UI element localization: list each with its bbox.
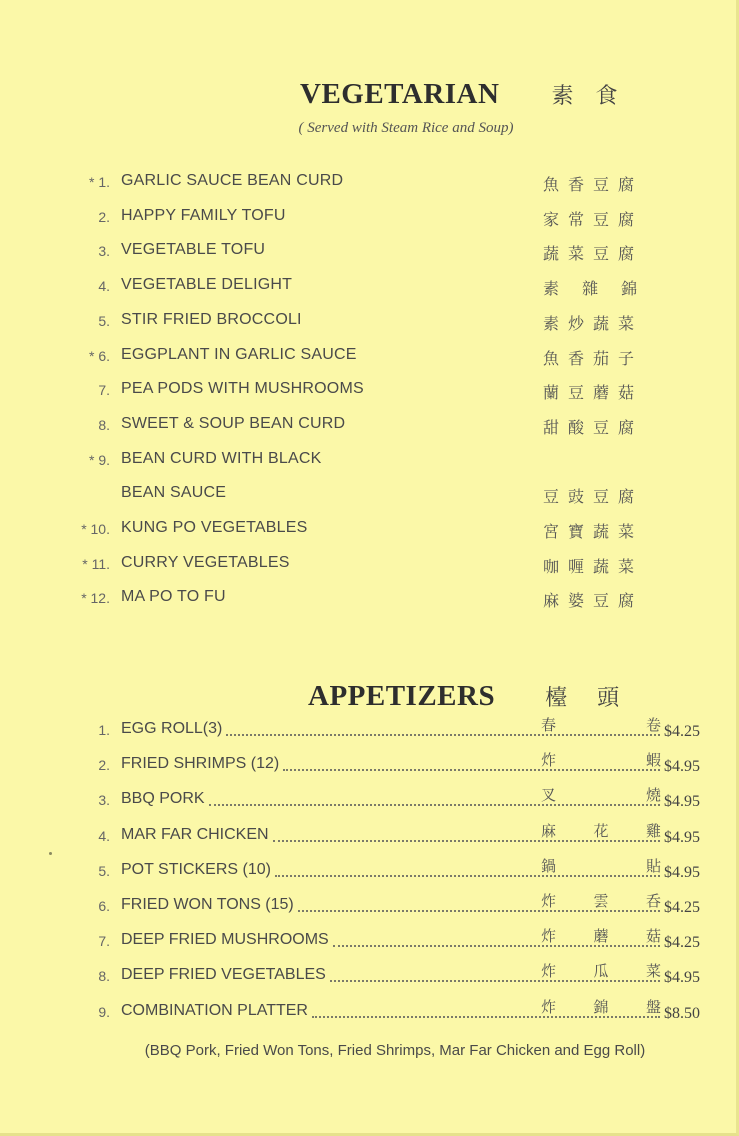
item-number: 4. (98, 827, 110, 844)
item-name: FRIED WON TONS (15) (121, 896, 294, 913)
item-name-chinese: 宮寶蔬菜 (543, 522, 644, 541)
item-name-chinese (541, 855, 661, 876)
vegetarian-title-chinese: 素食 (551, 84, 640, 109)
item-price: $4.25 (664, 723, 700, 740)
chinese-character: 春 (541, 716, 557, 734)
chinese-character: 蝦 (645, 751, 661, 770)
appetizer-item (0, 716, 739, 750)
appetizer-item (0, 892, 739, 926)
item-name-chinese (541, 784, 661, 805)
item-number: 1. (98, 722, 110, 738)
item-name: GARLIC SAUCE BEAN CURD (121, 172, 344, 189)
item-number: 5. (98, 312, 110, 329)
item-price: $8.50 (664, 1004, 700, 1022)
item-number: 8. (98, 968, 110, 985)
item-name-chinese (541, 890, 661, 911)
item-number: 8. (98, 416, 110, 433)
chinese-character: 炸 (541, 927, 557, 946)
vegetarian-item (0, 450, 739, 480)
item-name: KUNG PO VEGETABLES (121, 519, 308, 536)
item-name-chinese: 素炒蔬菜 (543, 313, 644, 333)
vegetarian-item (0, 311, 739, 341)
vegetarian-item (0, 588, 739, 618)
vegetarian-item (0, 276, 739, 306)
item-price: $4.95 (664, 969, 700, 987)
item-price: $4.25 (664, 934, 700, 952)
item-number: * 12. (81, 590, 110, 607)
vegetarian-title: VEGETARIAN (300, 78, 500, 110)
item-name-chinese (541, 960, 661, 981)
item-name-chinese: 咖喱蔬菜 (543, 556, 644, 576)
item-name: STIR FRIED BROCCOLI (121, 310, 302, 328)
item-number: 7. (98, 382, 110, 399)
item-name: DEEP FRIED MUSHROOMS (121, 931, 329, 949)
item-name: DEEP FRIED VEGETABLES (121, 966, 326, 984)
vegetarian-item (0, 415, 739, 445)
item-number: * 6. (88, 347, 110, 364)
appetizer-item (0, 786, 739, 820)
vegetarian-item (0, 484, 739, 514)
chinese-character: 花 (593, 821, 609, 840)
item-number: 7. (98, 933, 110, 950)
chinese-character: 炸 (541, 997, 557, 1016)
item-name-chinese: 魚香茄子 (543, 348, 644, 368)
appetizer-item (0, 927, 739, 961)
paper-speck (49, 852, 52, 855)
item-name: VEGETABLE TOFU (121, 241, 266, 259)
chinese-character: 燒 (645, 786, 661, 805)
chinese-character: 炸 (541, 751, 557, 770)
item-number: 2. (98, 208, 110, 225)
item-number: * 10. (81, 521, 110, 537)
item-name: SWEET & SOUP BEAN CURD (121, 414, 346, 432)
item-name-chinese (541, 820, 661, 841)
item-name-chinese: 素 雜 錦 (543, 279, 647, 299)
item-price: $4.25 (664, 899, 700, 916)
appetizers-title-chinese: 檯頭 (545, 686, 650, 711)
item-name: HAPPY FAMILY TOFU (121, 206, 286, 224)
combination-platter-note: (BBQ Pork, Fried Won Tons, Fried Shrimps, Mar Far Chicken and Egg Roll) (144, 1042, 646, 1059)
vegetarian-item (0, 207, 739, 237)
item-number: 3. (98, 792, 110, 809)
chinese-character: 貼 (645, 856, 661, 875)
appetizer-item (0, 856, 739, 891)
appetizer-item (0, 997, 739, 1032)
item-name-chinese (541, 714, 661, 735)
item-name: EGGPLANT IN GARLIC SAUCE (121, 345, 357, 363)
chinese-character: 呑 (645, 892, 661, 910)
item-price: $4.95 (664, 828, 700, 846)
item-name: BEAN CURD WITH BLACK (121, 449, 322, 467)
chinese-character: 蘑 (593, 927, 609, 946)
appetizer-item (0, 962, 739, 996)
chinese-character: 雲 (593, 892, 609, 910)
chinese-character: 瓜 (593, 962, 609, 981)
item-name-chinese: 家常豆腐 (543, 209, 644, 229)
item-number: 3. (98, 243, 110, 260)
item-number: 4. (98, 278, 110, 295)
appetizers-title: APPETIZERS (308, 680, 496, 712)
item-price: $4.95 (664, 793, 700, 811)
item-name-chinese: 麻婆豆腐 (543, 591, 644, 611)
item-name: MA PO TO FU (121, 588, 226, 606)
chinese-character: 錦 (593, 997, 609, 1016)
chinese-character: 菇 (645, 927, 661, 946)
item-name: POT STICKERS (10) (121, 860, 271, 878)
vegetarian-item (0, 241, 739, 271)
appetizers-heading (308, 680, 649, 713)
item-name: FRIED SHRIMPS (12) (121, 755, 280, 773)
chinese-character: 卷 (645, 716, 661, 734)
item-name: CURRY VEGETABLES (121, 553, 290, 571)
item-number: 6. (98, 898, 110, 914)
vegetarian-item (0, 172, 739, 202)
item-number: * 11. (82, 555, 110, 572)
item-name-chinese: 蔬菜豆腐 (543, 244, 644, 264)
item-name: EGG ROLL(3) (121, 720, 223, 737)
vegetarian-item (0, 346, 739, 376)
vegetarian-item (0, 519, 739, 549)
item-number: 9. (98, 1003, 110, 1020)
item-name-chinese: 豆豉豆腐 (543, 487, 644, 507)
item-name-chinese (541, 925, 661, 946)
item-name: PEA PODS WITH MUSHROOMS (121, 380, 364, 398)
item-name-chinese: 蘭豆蘑菇 (543, 383, 644, 403)
item-number: * 1. (88, 174, 110, 190)
item-name-chinese (541, 996, 661, 1017)
vegetarian-item (0, 554, 739, 584)
item-name-chinese: 甜酸豆腐 (543, 417, 644, 437)
vegetarian-item (0, 380, 739, 410)
chinese-character: 雞 (645, 821, 661, 840)
item-name: BEAN SAUCE (121, 484, 227, 502)
item-name: COMBINATION PLATTER (121, 1001, 308, 1019)
chinese-character: 麻 (541, 821, 557, 840)
appetizer-item (0, 751, 739, 785)
vegetarian-subtitle: ( Served with Steam Rice and Soup) (298, 120, 514, 136)
item-number: * 9. (88, 451, 110, 468)
chinese-character: 盤 (645, 997, 661, 1016)
item-name: BBQ PORK (121, 790, 205, 808)
chinese-character: 鍋 (541, 856, 557, 875)
item-name: MAR FAR CHICKEN (121, 825, 269, 843)
item-price: $4.95 (664, 863, 700, 881)
item-price: $4.95 (664, 758, 700, 776)
item-number: 5. (98, 862, 110, 879)
chinese-character: 炸 (541, 892, 557, 910)
chinese-character: 菜 (645, 962, 661, 981)
chinese-character: 叉 (541, 786, 557, 805)
item-number: 2. (98, 757, 110, 774)
appetizer-item (0, 821, 739, 856)
item-name-chinese: 魚香豆腐 (543, 175, 644, 194)
chinese-character: 炸 (541, 962, 557, 981)
vegetarian-heading (300, 78, 639, 111)
item-name-chinese (541, 749, 661, 770)
item-name: VEGETABLE DELIGHT (121, 276, 293, 294)
